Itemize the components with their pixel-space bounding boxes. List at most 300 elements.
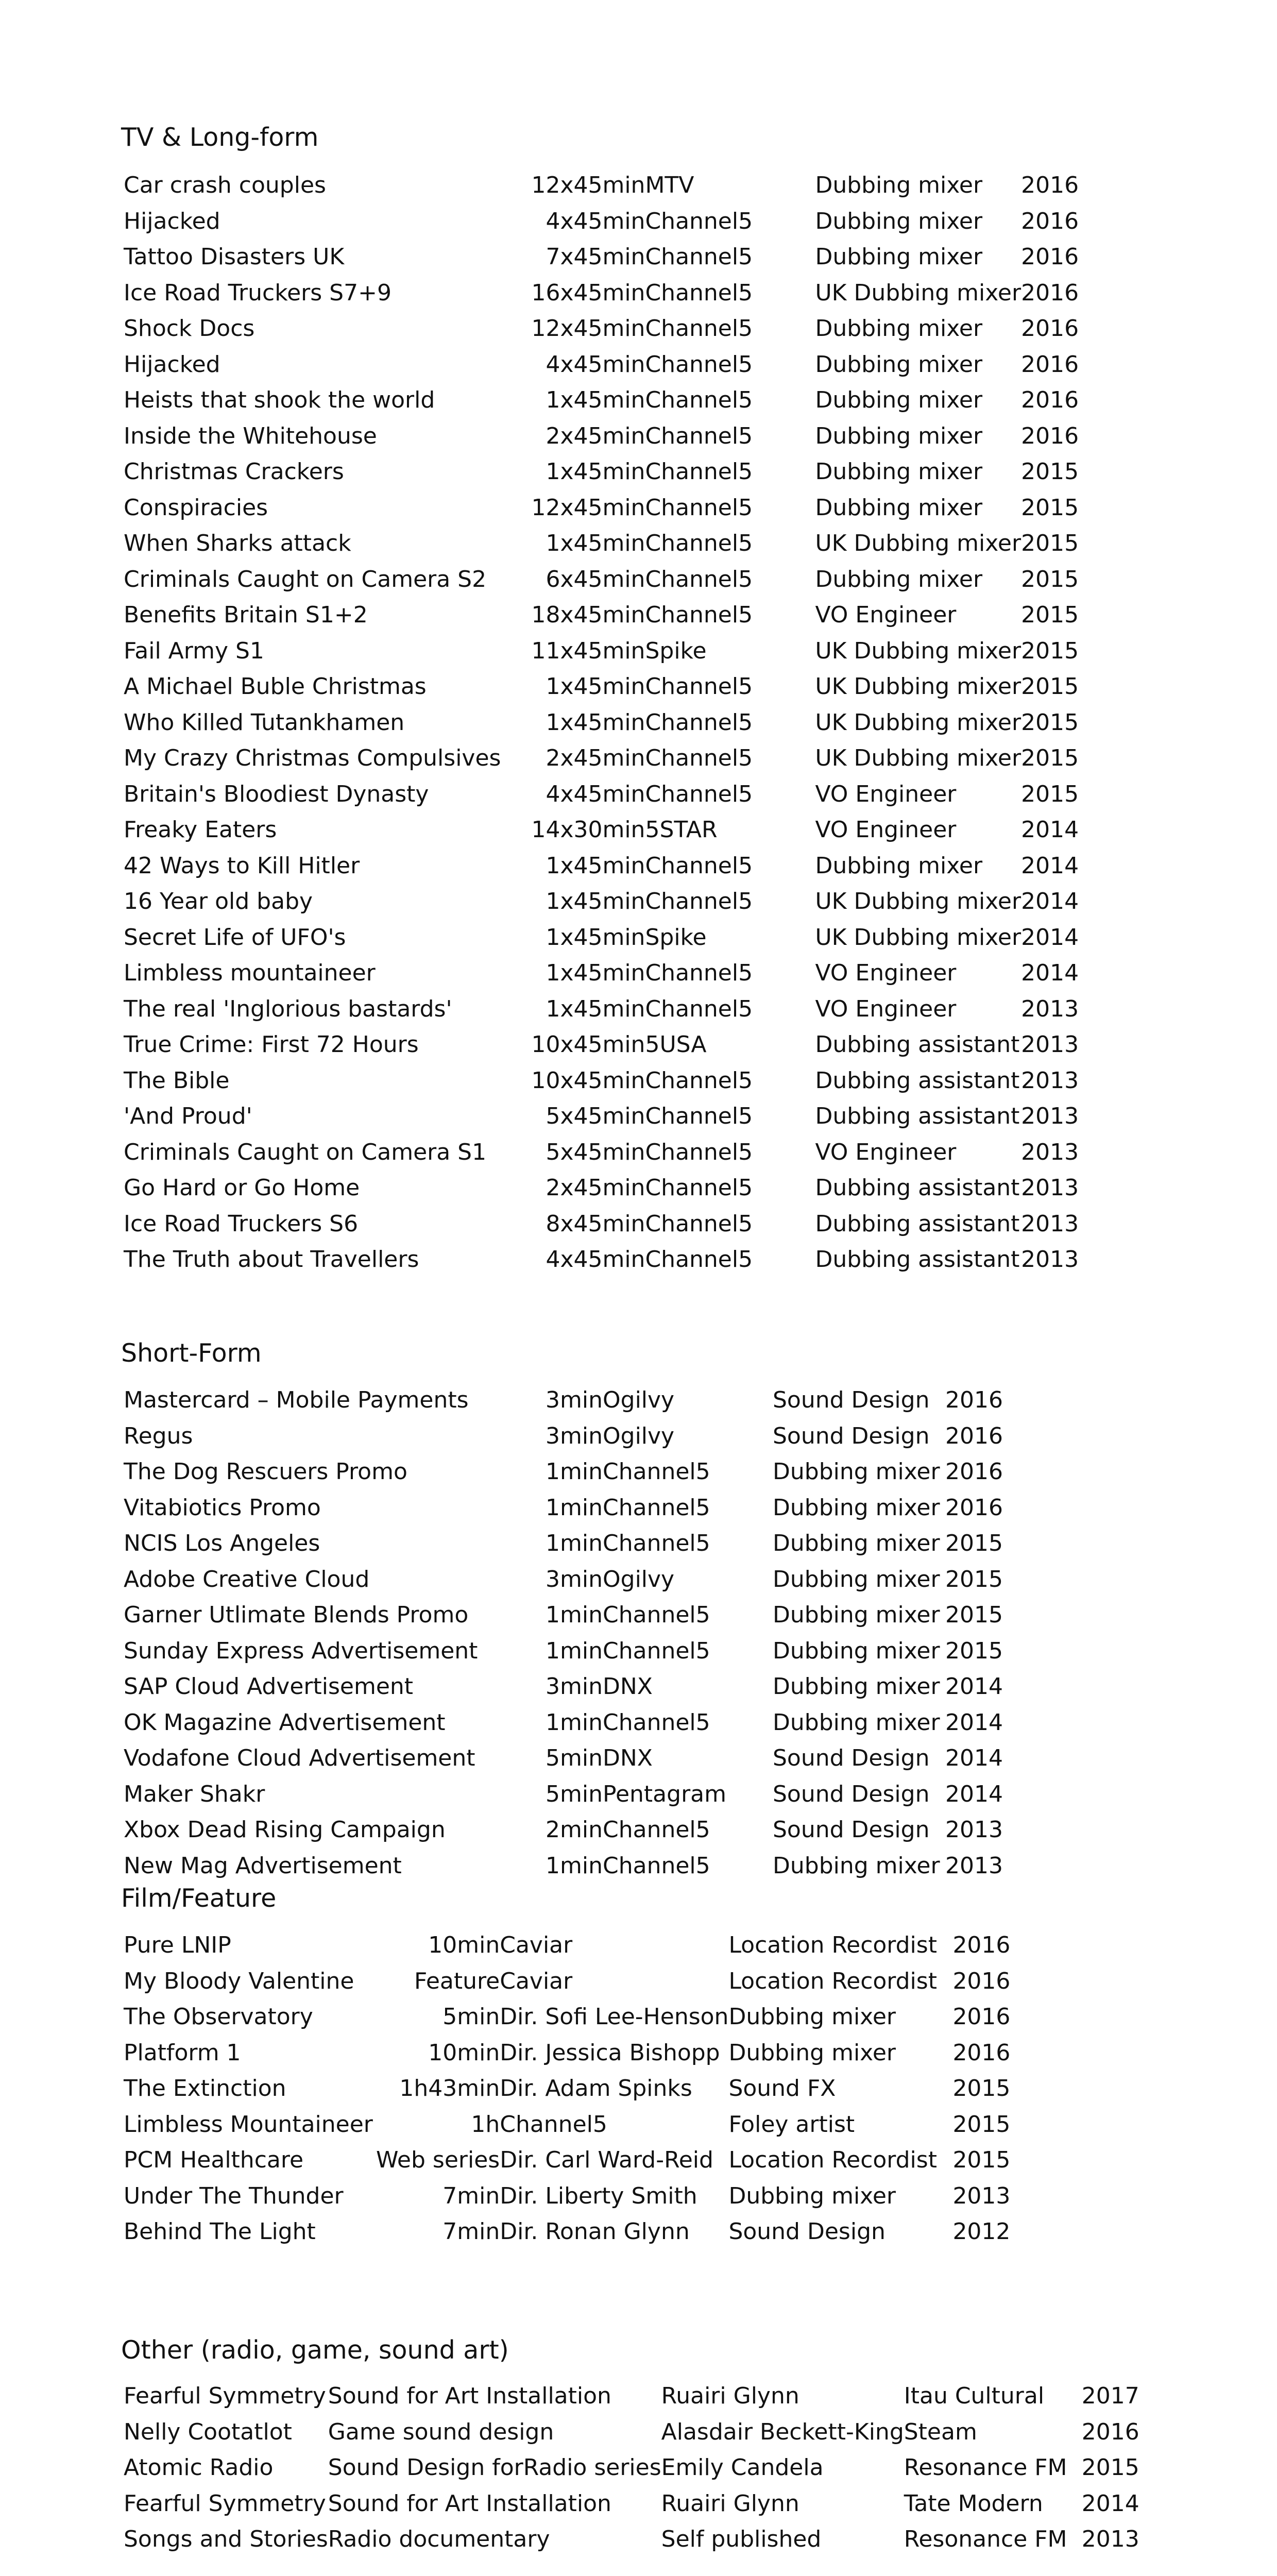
credit-title: Adobe Creative Cloud (124, 1566, 370, 1592)
credit-row (0, 776, 1083, 812)
credit-role: UK Dubbing mixer (815, 924, 1021, 951)
credit-year: 2013 (1021, 1210, 1079, 1237)
credit-client: Self published (661, 2526, 822, 2552)
credit-client: Channel5 (645, 852, 753, 879)
credit-length: 11x45min (531, 637, 645, 664)
row-indent (0, 1562, 124, 1598)
credit-client: Channel5 (603, 1494, 710, 1521)
credit-row (0, 848, 1083, 884)
credit-title: The Dog Rescuers Promo (124, 1459, 407, 1485)
row-indent (0, 562, 124, 598)
credit-title: Secret Life of UFO's (124, 924, 346, 951)
credit-length: 2min (546, 1817, 603, 1843)
credit-year: 2013 (1081, 2526, 1139, 2552)
row-indent (0, 705, 124, 741)
credit-year: 2016 (952, 1932, 1011, 1958)
credit-title: 42 Ways to Kill Hitler (124, 852, 360, 879)
credit-client: Spike (645, 637, 707, 664)
credit-role: Dubbing mixer (815, 566, 983, 592)
credit-role: VO Engineer (815, 960, 957, 986)
credit-row (0, 920, 1083, 956)
credit-title: Christmas Crackers (124, 459, 344, 485)
credit-client: Ruairi Glynn (661, 2383, 799, 2409)
credit-title: NCIS Los Angeles (124, 1530, 320, 1556)
credit-length: Radio documentary (328, 2526, 550, 2552)
row-indent (0, 740, 124, 776)
credit-title: Atomic Radio (124, 2454, 274, 2481)
section-title: Short-Form (121, 1338, 262, 1368)
credits-table (0, 167, 1083, 1278)
credit-title: A Michael Buble Christmas (124, 673, 427, 700)
credit-client: Channel5 (645, 422, 753, 449)
credit-client: Channel5 (645, 960, 753, 986)
row-indent (0, 526, 124, 562)
row-indent (0, 812, 124, 848)
credit-year: 2015 (1021, 637, 1079, 664)
credit-year: 2013 (945, 1852, 1003, 1879)
credit-client: Dir. Sofi Lee-Henson (500, 2004, 729, 2030)
credit-title: True Crime: First 72 Hours (124, 1031, 419, 1058)
credit-title: Conspiracies (124, 494, 268, 521)
credit-client: Channel5 (645, 673, 753, 700)
credit-client: Channel5 (603, 1602, 710, 1628)
credit-row (0, 1490, 1007, 1526)
credit-row (0, 311, 1083, 347)
row-indent (0, 418, 124, 454)
credit-row (0, 1526, 1007, 1562)
credit-row (0, 1669, 1007, 1705)
credit-title: Behind The Light (124, 2218, 316, 2245)
credit-role: Dubbing assistant (815, 1175, 1020, 1201)
credit-year: 2016 (952, 1968, 1011, 1994)
credit-year: 2016 (1021, 244, 1079, 270)
credit-title: Songs and Stories (124, 2526, 328, 2552)
credit-client: Dir. Carl Ward-Reid (500, 2147, 713, 2173)
credit-role: Resonance FM (904, 2454, 1067, 2481)
row-indent (0, 1963, 124, 1999)
credit-title: Sunday Express Advertisement (124, 1637, 478, 1664)
credit-row (0, 669, 1083, 705)
credit-year: 2013 (1021, 1139, 1079, 1165)
credit-row (0, 2214, 1014, 2250)
credit-client: Dir. Jessica Bishopp (500, 2039, 720, 2066)
credit-year: 2013 (1021, 1175, 1079, 1201)
credit-role: Dubbing mixer (728, 2004, 896, 2030)
credit-title: Fearful Symmetry (124, 2383, 326, 2409)
credit-role: Dubbing mixer (773, 1494, 940, 1521)
credit-row (0, 955, 1083, 991)
credit-role: Sound Design (773, 1387, 930, 1413)
credit-year: 2016 (945, 1459, 1003, 1485)
credit-length: Sound for Art Installation (328, 2490, 611, 2517)
row-indent (0, 2378, 124, 2414)
credit-role: Dubbing assistant (815, 1031, 1020, 1058)
credit-length: 1min (546, 1709, 603, 1736)
credit-length: 1min (546, 1530, 603, 1556)
credit-client: Ruairi Glynn (661, 2490, 799, 2517)
credit-client: Spike (645, 924, 707, 951)
credit-role: Dubbing mixer (773, 1459, 940, 1485)
credit-length: 5min (546, 1745, 603, 1771)
credit-client: Channel5 (645, 1103, 753, 1129)
credit-role: Dubbing mixer (815, 459, 983, 485)
credit-length: 12x45min (531, 315, 645, 342)
credit-year: 2015 (1021, 781, 1079, 807)
credit-row (0, 1963, 1014, 1999)
credit-title: The real 'Inglorious bastards' (124, 995, 452, 1022)
credit-length: 1x45min (546, 852, 645, 879)
credit-row (0, 2486, 1144, 2522)
credit-row (0, 2107, 1014, 2143)
credit-row (0, 1705, 1007, 1741)
credit-client: Channel5 (645, 888, 753, 914)
credit-length: Web series (376, 2147, 500, 2173)
credit-length: 7x45min (546, 244, 645, 270)
credit-title: Britain's Bloodiest Dynasty (124, 781, 429, 807)
row-indent (0, 633, 124, 669)
credit-client: Ogilvy (603, 1422, 675, 1449)
credit-year: 2013 (1021, 1103, 1079, 1129)
section-title: TV & Long-form (121, 123, 319, 152)
credit-row (0, 1562, 1007, 1598)
credit-row (0, 1098, 1083, 1134)
row-indent (0, 2414, 124, 2450)
credit-title: Ice Road Truckers S7+9 (124, 279, 391, 306)
credit-year: 2016 (1021, 208, 1079, 234)
credit-length: 12x45min (531, 172, 645, 198)
credit-role: VO Engineer (815, 602, 957, 628)
credit-row (0, 1597, 1007, 1633)
credit-length: 10x45min (531, 1067, 645, 1094)
credit-role: VO Engineer (815, 781, 957, 807)
section-title: Film/Feature (121, 1884, 277, 1913)
credit-client: Ogilvy (603, 1387, 675, 1413)
credit-role: UK Dubbing mixer (815, 709, 1021, 736)
row-indent (0, 1927, 124, 1963)
credits-table (0, 1927, 1014, 2250)
row-indent (0, 490, 124, 526)
credit-title: The Truth about Travellers (124, 1246, 419, 1273)
credit-year: 2015 (1021, 602, 1079, 628)
credit-title: Nelly Cootatlot (124, 2418, 292, 2445)
credit-role: Dubbing mixer (815, 315, 983, 342)
credit-client: Channel5 (603, 1530, 710, 1556)
credit-role: UK Dubbing mixer (815, 888, 1021, 914)
credit-length: 1x45min (546, 459, 645, 485)
row-indent (0, 669, 124, 705)
credit-length: 5min (442, 2004, 500, 2030)
credit-title: Shock Docs (124, 315, 255, 342)
credit-year: 2014 (945, 1781, 1003, 1807)
credit-row (0, 1134, 1083, 1171)
credit-year: 2014 (1021, 960, 1079, 986)
credit-length: 1x45min (546, 924, 645, 951)
credit-length: 14x30min (531, 817, 645, 843)
row-indent (0, 1776, 124, 1812)
row-indent (0, 1669, 124, 1705)
credit-role: Dubbing mixer (815, 422, 983, 449)
credit-year: 2013 (1021, 1031, 1079, 1058)
credit-year: 2013 (952, 2182, 1011, 2209)
credit-role: Dubbing assistant (815, 1067, 1020, 1094)
credit-year: 2015 (945, 1566, 1003, 1592)
credit-role: Sound FX (728, 2075, 836, 2102)
credit-row (0, 239, 1083, 275)
credit-length: 16x45min (531, 279, 645, 306)
credit-row (0, 2178, 1014, 2214)
credit-row (0, 204, 1083, 240)
credit-title: The Extinction (124, 2075, 286, 2102)
row-indent (0, 1063, 124, 1099)
credit-year: 2016 (1021, 279, 1079, 306)
credit-length: 1min (546, 1637, 603, 1664)
credit-year: 2015 (945, 1602, 1003, 1628)
credit-length: Sound for Art Installation (328, 2383, 611, 2409)
credit-title: Heists that shook the world (124, 387, 435, 413)
credit-role: UK Dubbing mixer (815, 279, 1021, 306)
row-indent (0, 1705, 124, 1741)
row-indent (0, 1740, 124, 1776)
credit-year: 2014 (945, 1673, 1003, 1700)
credit-client: Channel5 (645, 1246, 753, 1273)
credit-year: 2015 (945, 1530, 1003, 1556)
row-indent (0, 1490, 124, 1526)
row-indent (0, 597, 124, 633)
credit-role: Dubbing mixer (728, 2182, 896, 2209)
row-indent (0, 1098, 124, 1134)
credit-row (0, 1454, 1007, 1490)
credit-title: Car crash couples (124, 172, 326, 198)
credit-year: 2016 (952, 2039, 1011, 2066)
credit-client: Channel5 (645, 494, 753, 521)
credit-role: Sound Design (773, 1745, 930, 1771)
credit-length: 1min (546, 1494, 603, 1521)
credit-role: Dubbing mixer (728, 2039, 896, 2066)
credit-year: 2016 (1021, 422, 1079, 449)
credit-year: 2014 (1021, 817, 1079, 843)
credit-role: Dubbing mixer (773, 1709, 940, 1736)
credit-row (0, 633, 1083, 669)
credit-title: Limbless Mountaineer (124, 2111, 373, 2138)
row-indent (0, 239, 124, 275)
row-indent (0, 776, 124, 812)
credit-row (0, 2378, 1144, 2414)
credit-row (0, 1740, 1007, 1776)
credit-year: 2013 (1021, 1246, 1079, 1273)
credit-row (0, 2071, 1014, 2107)
credit-year: 2016 (945, 1387, 1003, 1413)
row-indent (0, 1134, 124, 1171)
credit-year: 2015 (1021, 745, 1079, 771)
credit-client: Channel5 (603, 1817, 710, 1843)
credit-length: 1x45min (546, 387, 645, 413)
credit-year: 2013 (1021, 995, 1079, 1022)
credit-client: 5USA (645, 1031, 707, 1058)
credit-title: Regus (124, 1422, 193, 1449)
credit-client: 5STAR (645, 817, 718, 843)
credit-role: Sound Design (773, 1781, 930, 1807)
credit-year: 2013 (1021, 1067, 1079, 1094)
credit-row (0, 1206, 1083, 1242)
credit-row (0, 418, 1083, 454)
credit-row (0, 2035, 1014, 2071)
credit-title: Freaky Eaters (124, 817, 277, 843)
credit-title: OK Magazine Advertisement (124, 1709, 446, 1736)
credit-length: 1min (546, 1459, 603, 1485)
credit-title: Fearful Symmetry (124, 2490, 326, 2517)
credit-role: Dubbing mixer (773, 1637, 940, 1664)
credit-row (0, 1927, 1014, 1963)
credit-role: Resonance FM (904, 2526, 1067, 2552)
credit-length: 2x45min (546, 422, 645, 449)
credit-year: 2014 (945, 1745, 1003, 1771)
credit-row (0, 1063, 1083, 1099)
row-indent (0, 1812, 124, 1848)
credit-year: 2012 (952, 2218, 1011, 2245)
credit-role: Dubbing mixer (773, 1673, 940, 1700)
row-indent (0, 275, 124, 311)
credit-row (0, 1633, 1007, 1669)
row-indent (0, 311, 124, 347)
credit-row (0, 1418, 1007, 1454)
credit-client: Channel5 (645, 208, 753, 234)
credit-length: 3min (546, 1673, 603, 1700)
credit-row (0, 1027, 1083, 1063)
credit-row (0, 1242, 1083, 1278)
credit-client: Caviar (500, 1968, 573, 1994)
credit-title: Go Hard or Go Home (124, 1175, 360, 1201)
credit-row (0, 1848, 1007, 1884)
credit-row (0, 347, 1083, 383)
credit-length: 4x45min (546, 1246, 645, 1273)
credit-length: 10min (428, 1932, 500, 1958)
credit-length: 12x45min (531, 494, 645, 521)
row-indent (0, 1999, 124, 2035)
credit-year: 2015 (1021, 494, 1079, 521)
credit-role: Sound Design (728, 2218, 886, 2245)
credit-role: Dubbing assistant (815, 1103, 1020, 1129)
credit-length: 1min (546, 1602, 603, 1628)
credit-title: When Sharks attack (124, 530, 351, 556)
credit-title: Benefits Britain S1+2 (124, 602, 368, 628)
credit-row (0, 1999, 1014, 2035)
credit-row (0, 812, 1083, 848)
credit-client: Channel5 (645, 387, 753, 413)
credit-client: Dir. Liberty Smith (500, 2182, 697, 2209)
credit-title: Tattoo Disasters UK (124, 244, 345, 270)
credit-row (0, 490, 1083, 526)
credit-role: Sound Design (773, 1422, 930, 1449)
credit-year: 2017 (1081, 2383, 1139, 2409)
row-indent (0, 2178, 124, 2214)
credit-year: 2015 (952, 2075, 1011, 2102)
row-indent (0, 920, 124, 956)
credit-year: 2014 (1021, 924, 1079, 951)
credit-length: Feature (414, 1968, 500, 1994)
credit-role: Sound Design (773, 1817, 930, 1843)
credit-role: Dubbing mixer (773, 1852, 940, 1879)
credit-title: Platform 1 (124, 2039, 241, 2066)
credit-client: Channel5 (500, 2111, 607, 2138)
credit-length: 3min (546, 1387, 603, 1413)
credit-role: Itau Cultural (904, 2383, 1045, 2409)
credit-role: Dubbing mixer (815, 351, 983, 378)
credit-client: Channel5 (645, 781, 753, 807)
row-indent (0, 2107, 124, 2143)
credit-role: Location Recordist (728, 1932, 937, 1958)
credit-year: 2014 (945, 1709, 1003, 1736)
row-indent (0, 1382, 124, 1418)
credit-client: Channel5 (645, 244, 753, 270)
credit-client: Channel5 (645, 1175, 753, 1201)
credit-role: Steam (904, 2418, 977, 2445)
row-indent (0, 1633, 124, 1669)
credit-client: Channel5 (645, 315, 753, 342)
credit-title: Mastercard – Mobile Payments (124, 1387, 469, 1413)
credit-row (0, 382, 1083, 418)
row-indent (0, 1418, 124, 1454)
credit-role: Dubbing mixer (815, 172, 983, 198)
credit-title: SAP Cloud Advertisement (124, 1673, 414, 1700)
credit-length: 7min (442, 2218, 500, 2245)
credit-year: 2015 (1021, 566, 1079, 592)
credit-client: Alasdair Beckett-King (661, 2418, 904, 2445)
credit-client: DNX (603, 1673, 653, 1700)
credit-client: Channel5 (603, 1852, 710, 1879)
credits-table (0, 2378, 1144, 2557)
credit-title: Garner Utlimate Blends Promo (124, 1602, 469, 1628)
credit-role: Dubbing mixer (773, 1602, 940, 1628)
section-title: Other (radio, game, sound art) (121, 2335, 509, 2365)
credit-title: Who Killed Tutankhamen (124, 709, 405, 736)
credit-length: 4x45min (546, 351, 645, 378)
credit-client: Channel5 (645, 351, 753, 378)
credit-client: Channel5 (645, 709, 753, 736)
credit-length: 5min (546, 1781, 603, 1807)
credit-year: 2015 (1021, 709, 1079, 736)
credit-row (0, 991, 1083, 1027)
credit-length: 5x45min (546, 1103, 645, 1129)
credit-row (0, 740, 1083, 776)
credit-length: 8x45min (546, 1210, 645, 1237)
credit-client: DNX (603, 1745, 653, 1771)
credit-year: 2013 (945, 1817, 1003, 1843)
row-indent (0, 848, 124, 884)
credit-length: 1h (471, 2111, 500, 2138)
credit-row (0, 705, 1083, 741)
credit-length: 1x45min (546, 709, 645, 736)
credits-table (0, 1382, 1007, 1884)
credit-role: Foley artist (728, 2111, 855, 2138)
credit-row (0, 884, 1083, 920)
credit-client: Channel5 (603, 1459, 710, 1485)
credit-length: 10min (428, 2039, 500, 2066)
credit-row (0, 1812, 1007, 1848)
credit-length: 5x45min (546, 1139, 645, 1165)
credit-year: 2014 (1021, 888, 1079, 914)
credit-role: Dubbing mixer (773, 1530, 940, 1556)
row-indent (0, 2071, 124, 2107)
credit-row (0, 526, 1083, 562)
credit-length: 3min (546, 1422, 603, 1449)
credit-length: 18x45min (531, 602, 645, 628)
credit-title: Under The Thunder (124, 2182, 344, 2209)
credit-title: Criminals Caught on Camera S2 (124, 566, 487, 592)
row-indent (0, 2486, 124, 2522)
credit-title: My Crazy Christmas Compulsives (124, 745, 501, 771)
credit-client: Channel5 (645, 602, 753, 628)
credit-year: 2015 (1021, 459, 1079, 485)
